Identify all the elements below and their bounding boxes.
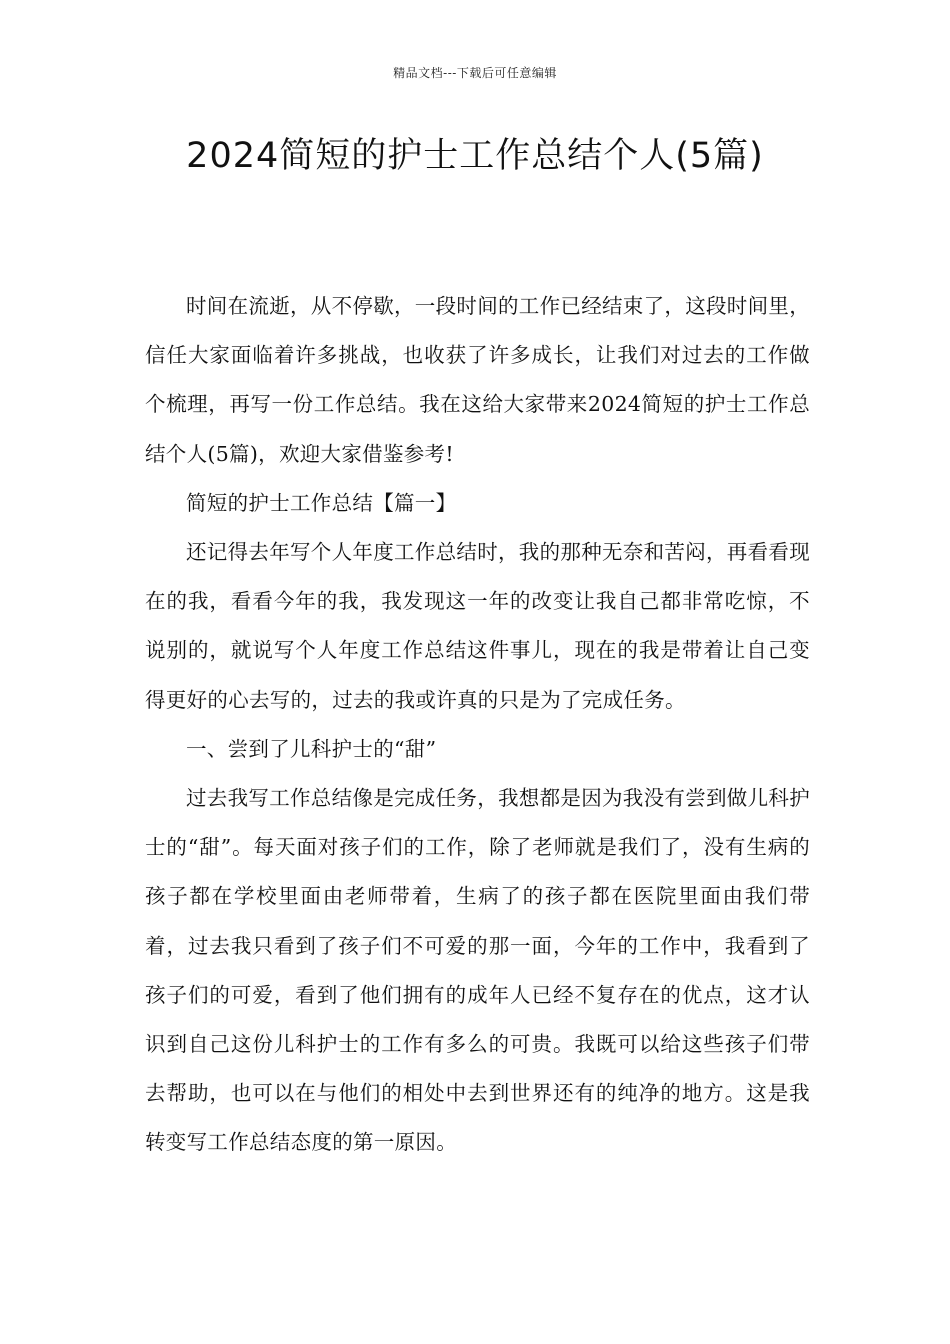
section-heading: 简短的护士工作总结【篇一】 (186, 490, 457, 515)
document-title: 2024简短的护士工作总结个人(5篇) (186, 136, 764, 176)
body-paragraph: 过去我写工作总结像是完成任务，我想都是因为我没有尝到做儿科护士的“甜”。每天面对孩子们的工作，除了老师就是我们了，没有生病的孩子都在学校里面由老师带着，生病了的孩子都在医院里面由我们带着，过去我只看到了孩子们不可爱的那一面，今年的工作中，我看到了孩子们的可爱，看到了他们拥有的成年人已经不复存在的优点，这才认识到自己这份儿科护士的工作有多么的可贵。我既可以给这些孩子们带去帮助，也可以在与他们的相处中去到世界还有的纯净的地方。这是我转变写工作总结态度的第一原因。 (145, 786, 810, 1155)
body-paragraph: 还记得去年写个人年度工作总结时，我的那种无奈和苦闷，再看看现在的我，看看今年的我，我发现这一年的改变让我自己都非常吃惊，不说别的，就说写个人年度工作总结这件事儿，现在的我是带着让自己变得更好的心去写的，过去的我或许真的只是为了完成任务。 (145, 540, 810, 712)
intro-paragraph: 时间在流逝，从不停歇，一段时间的工作已经结束了，这段时间里，信任大家面临着许多挑战，也收获了许多成长，让我们对过去的工作做个梳理，再写一份工作总结。我在这给大家带来2024简短的护士工作总结个人(5篇)，欢迎大家借鉴参考! (145, 294, 810, 466)
subsection-heading: 一、尝到了儿科护士的“甜” (186, 736, 437, 761)
document-body (145, 282, 810, 1168)
header-note: 精品文档---下载后可任意编辑 (393, 66, 557, 80)
